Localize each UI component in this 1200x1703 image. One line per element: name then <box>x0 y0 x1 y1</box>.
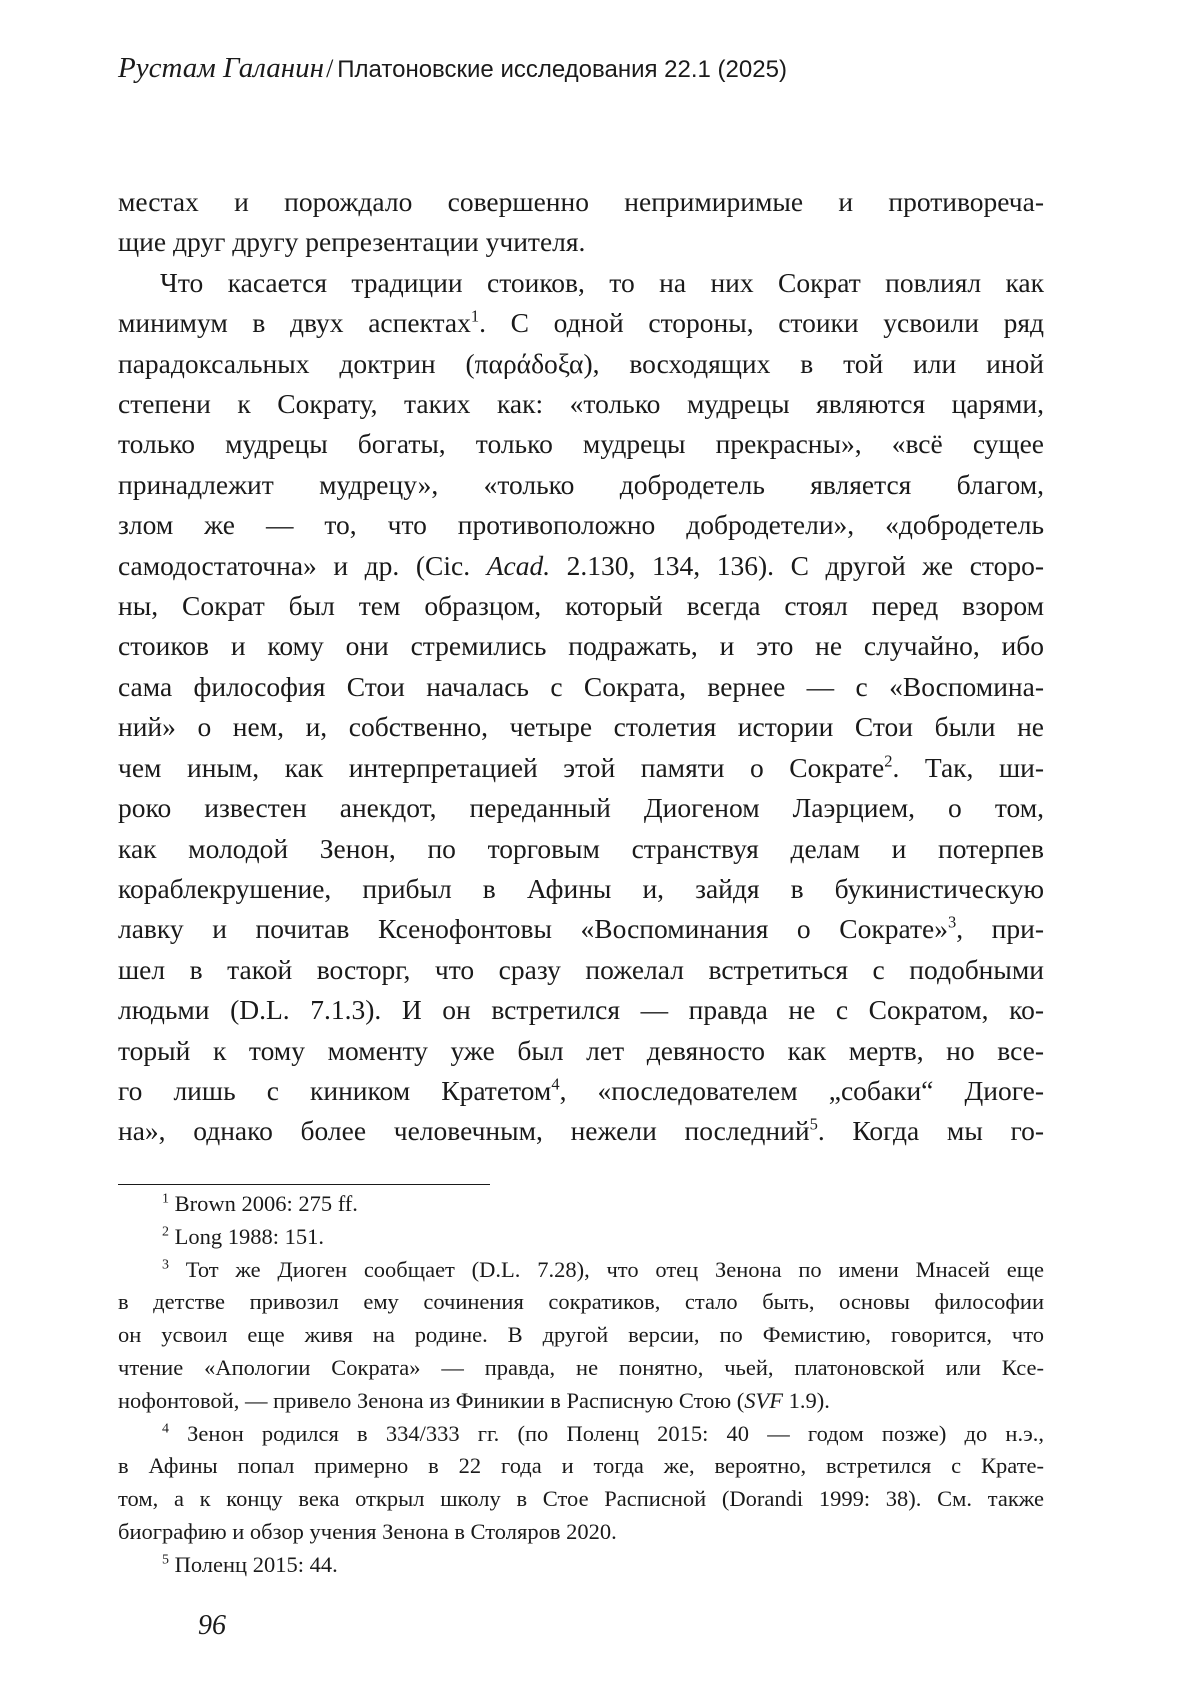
text-line: шел в такой восторг, что сразу пожелал встретиться с подобными <box>118 953 1044 985</box>
text-line <box>118 748 1044 788</box>
text-line: злом же — то, что противоположно добродетели», «добродетель <box>118 509 1044 541</box>
footnote-text: Brown 2006: 275 ff. <box>174 1191 358 1216</box>
footnote-number: 3 <box>162 1257 169 1273</box>
footnote-number: 5 <box>162 1552 169 1568</box>
text-line <box>118 909 1044 949</box>
text-fragment: 2.130, 134, 136). С другой же сторо- <box>550 549 1044 581</box>
text-line: кораблекрушение, прибыл в Афины и, зайдя в букинистическую <box>118 872 1044 904</box>
text-fragment: го лишь с киником Кратетом <box>118 1074 552 1106</box>
footnote-5 <box>118 1549 1044 1582</box>
header-author: Рустам Галанин <box>118 52 325 84</box>
text-fragment: самодостаточна» и др. (Cic. <box>118 549 487 581</box>
footnote-3 <box>118 1254 1044 1418</box>
text-line: стоиков и кому они стремились подражать, и это не случайно, ибо <box>118 630 1044 662</box>
citation-italic: Acad. <box>486 549 551 581</box>
text-line: парадоксальных доктрин (παράδοξα), восходящих в той или иной <box>118 347 1044 379</box>
footnote-2 <box>118 1221 1044 1254</box>
footnote-line: биографию и обзор учения Зенона в Столяров 2020. <box>118 1518 617 1544</box>
footnote-divider <box>118 1184 490 1185</box>
text-line: роко известен анекдот, переданный Диогеном Лаэрцием, о том, <box>118 792 1044 824</box>
footnote-text: Поленц 2015: 44. <box>174 1551 338 1577</box>
header-separator: / <box>326 54 334 83</box>
header-journal-title: Платоновские исследования 22.1 (2025) <box>337 56 787 83</box>
footnote-1 <box>118 1188 1044 1221</box>
footnote-text: Зенон родился в 334/333 гг. (по Поленц 2015: 40 — годом позже) до н.э., <box>187 1420 1045 1446</box>
text-fragment: , при- <box>956 913 1045 945</box>
text-fragment: минимум в двух аспектах <box>118 307 471 339</box>
footnote-line <box>118 1549 1044 1582</box>
footnote-line <box>118 1385 1044 1418</box>
footnote-line <box>118 1188 1044 1221</box>
text-fragment: . Когда мы го- <box>817 1115 1044 1147</box>
text-fragment: . Так, ши- <box>892 751 1045 783</box>
citation-italic: SVF <box>744 1387 783 1413</box>
text-fragment: лавку и почитав Ксенофонтовы «Воспоминания о Сократе» <box>118 913 948 945</box>
footnote-line <box>118 1221 1044 1254</box>
main-text <box>118 182 1044 1152</box>
footnote-text: Long 1988: 151. <box>174 1223 324 1249</box>
footnote-ref-1[interactable]: 1 <box>470 306 480 326</box>
footnote-ref-5[interactable]: 5 <box>809 1114 818 1134</box>
footnote-line: том, а к концу века открыл школу в Стое Расписной (Dorandi 1999: 38). См. также <box>118 1486 1044 1512</box>
text-line: сама философия Стои началась с Сократа, вернее — с «Воспомина- <box>118 670 1044 702</box>
footnote-number: 1 <box>162 1191 169 1207</box>
footnote-line: он усвоил еще живя на родине. В другой версии, по Фемистию, говорится, что <box>118 1322 1044 1348</box>
page-number: 96 <box>198 1610 226 1641</box>
text-fragment: чем иным, как интерпретацией этой памяти о Сократе <box>118 751 885 783</box>
text-fragment: на», однако более человечным, нежели последний <box>118 1115 810 1147</box>
paragraph-stoics <box>118 263 1044 1152</box>
text-line: местах и порождало совершенно непримиримые и противореча- <box>118 186 1044 217</box>
footnote-ref-3[interactable]: 3 <box>947 912 957 932</box>
footnote-number: 2 <box>162 1224 169 1240</box>
text-line: только мудрецы богаты, только мудрецы прекрасны», «всё сущее <box>118 428 1044 460</box>
text-line: торый к тому моменту уже был лет девяносто как мертв, но все- <box>118 1034 1044 1066</box>
text-fragment: 1.9). <box>783 1387 830 1413</box>
text-line: как молодой Зенон, по торговым странствуя делам и потерпев <box>118 832 1044 864</box>
paragraph-continued <box>118 182 1044 263</box>
footnote-line <box>118 1418 1044 1451</box>
text-line <box>118 1111 1044 1151</box>
text-line <box>118 1071 1044 1111</box>
footnote-line <box>118 1254 1044 1287</box>
text-fragment: , «последователем „собаки“ Диоге- <box>559 1074 1044 1106</box>
text-fragment: нофонтовой, — привело Зенона из Финикии в Расписную Стою ( <box>118 1387 745 1413</box>
text-fragment: . С одной стороны, стоики усвоили ряд <box>479 307 1044 339</box>
text-line <box>118 303 1044 343</box>
running-head <box>118 50 787 88</box>
text-line: ний» о нем, и, собственно, четыре столетия истории Стои были не <box>118 711 1044 743</box>
text-line: Что касается традиции стоиков, то на них Сократ повлиял как <box>160 266 1044 298</box>
footnote-ref-2[interactable]: 2 <box>884 750 893 770</box>
text-line: щие друг другу репрезентации учителя. <box>118 226 586 258</box>
footnote-text: Тот же Диоген сообщает (D.L. 7.28), что отец Зенона по имени Мнасей еще <box>185 1256 1045 1282</box>
footnote-ref-4[interactable]: 4 <box>551 1074 560 1094</box>
footnote-4 <box>118 1418 1044 1549</box>
footnote-line: чтение «Апологии Сократа» — правда, не понятно, чьей, платоновской или Ксе- <box>118 1354 1044 1380</box>
footnote-number: 4 <box>162 1421 169 1437</box>
text-line <box>118 546 1044 586</box>
text-line: степени к Сократу, таких как: «только мудрецы являются царями, <box>118 388 1044 420</box>
footnote-line: в детстве привозил ему сочинения сократиков, стало быть, основы философии <box>118 1289 1044 1315</box>
footnote-line: в Афины попал примерно в 22 года и тогда же, вероятно, встретился с Крате- <box>118 1453 1044 1479</box>
text-line: людьми (D.L. 7.1.3). И он встретился — правда не с Сократом, ко- <box>118 994 1044 1026</box>
text-line: ны, Сократ был тем образцом, который всегда стоял перед взором <box>118 590 1044 622</box>
footnotes <box>118 1188 1044 1582</box>
text-line: принадлежит мудрецу», «только добродетель является благом, <box>118 468 1044 500</box>
